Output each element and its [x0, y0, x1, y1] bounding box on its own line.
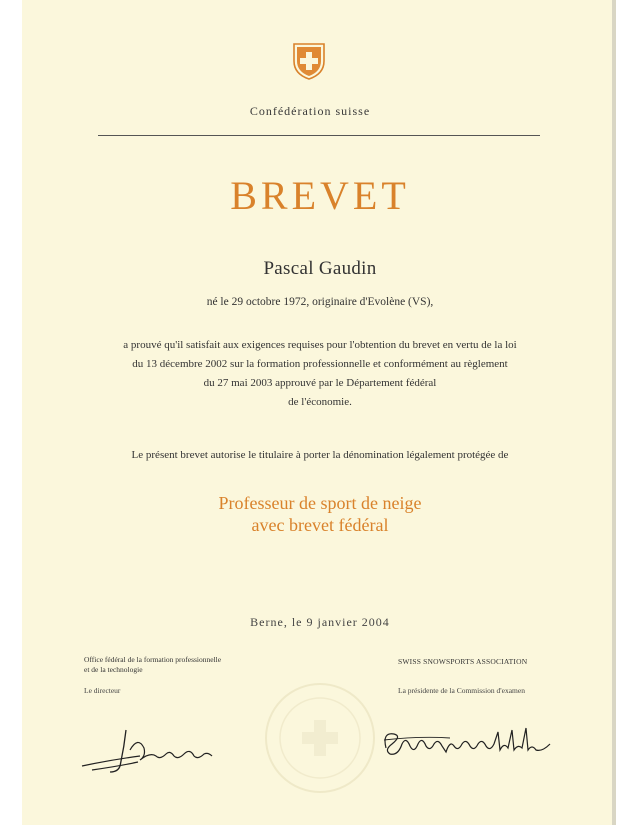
profession-line: Professeur de sport de neige	[218, 493, 422, 513]
right-signatory-organization: SWISS SNOWSPORTS ASSOCIATION	[398, 657, 528, 666]
right-signature-icon	[380, 722, 560, 762]
left-signatory-role: Le directeur	[84, 686, 121, 695]
profession-title	[140, 492, 500, 536]
swiss-crest-icon	[292, 41, 326, 81]
profession-line: avec brevet fédéral	[251, 515, 389, 535]
body-line: a prouvé qu'il satisfait aux exigences requises pour l'obtention du brevet en vertu de la loi	[123, 339, 517, 351]
holder-name: Pascal Gaudin	[263, 258, 377, 279]
authorization-line: Le présent brevet autorise le titulaire à porter la dénomination légalement protégée de	[131, 449, 509, 461]
left-signature-icon	[80, 726, 220, 776]
right-signatory-role: La présidente de la Commission d'examen	[398, 686, 525, 695]
place-date: Berne, le 9 janvier 2004	[250, 615, 390, 629]
certificate-body	[80, 336, 560, 412]
office-line: Office fédéral de la formation professionnelle	[84, 655, 222, 664]
body-line: du 27 mai 2003 approuvé par le Département fédéral	[203, 377, 437, 389]
certificate-title: BREVET	[230, 173, 410, 218]
body-line: de l'économie.	[288, 396, 352, 408]
birth-line: né le 29 octobre 1972, originaire d'Evolène (VS),	[206, 296, 434, 308]
embossed-seal-icon	[262, 680, 378, 796]
sheet-edge	[612, 0, 616, 825]
header-divider	[98, 135, 540, 136]
country-name: Confédération suisse	[249, 104, 371, 118]
office-line: et de la technologie	[84, 665, 143, 674]
left-signatory-office	[84, 655, 304, 675]
body-line: du 13 décembre 2002 sur la formation professionnelle et conformément au règlement	[132, 358, 508, 370]
